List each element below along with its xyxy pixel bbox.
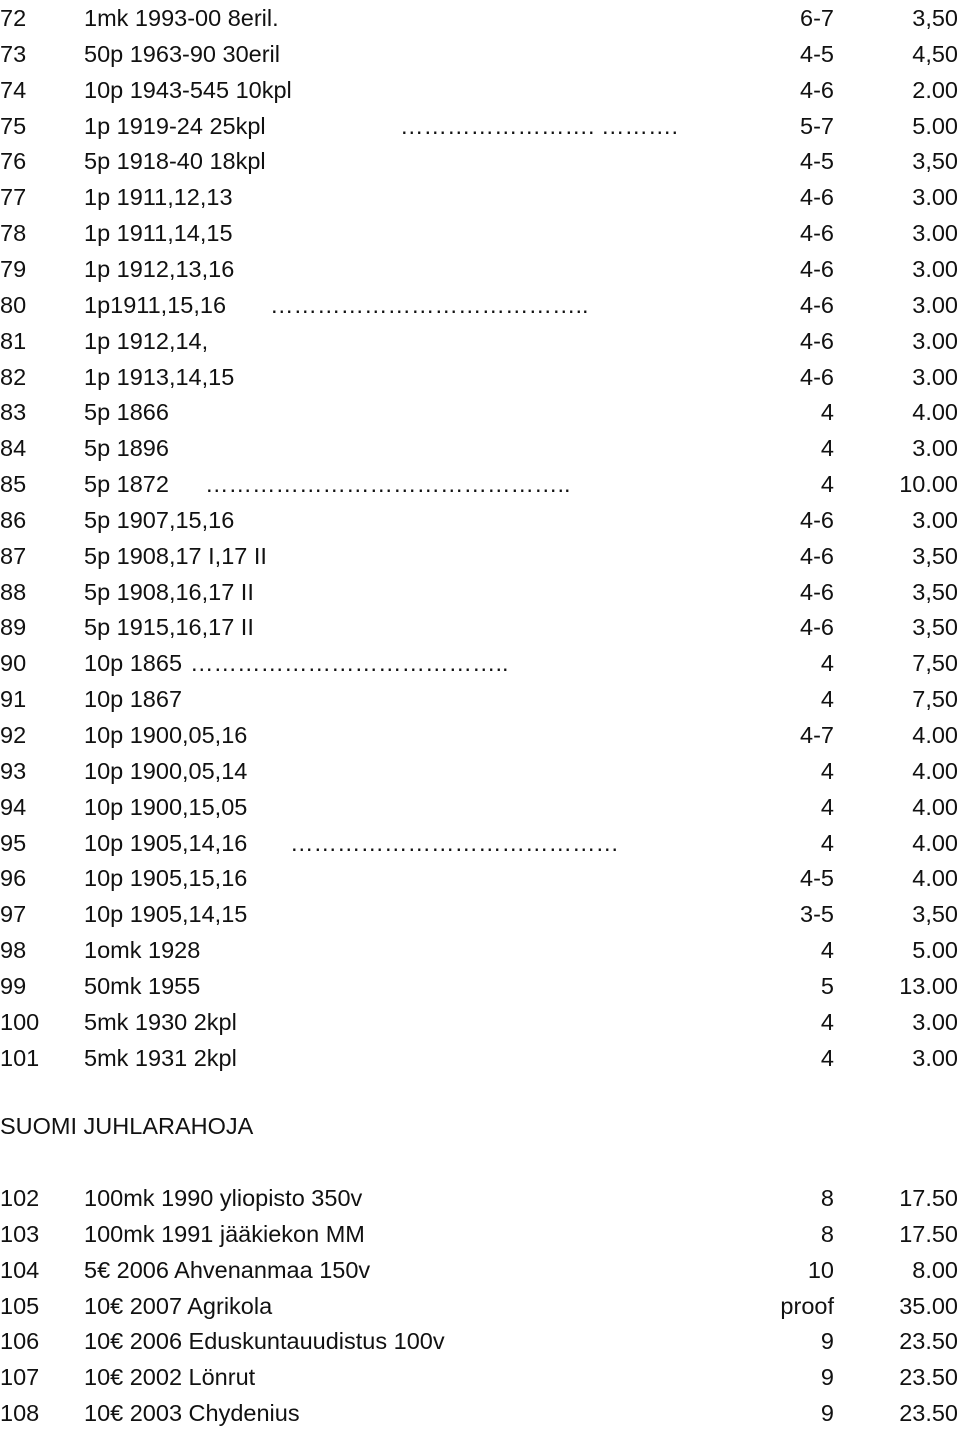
item-description: 10€ 2003 Chydenius [84, 1400, 300, 1427]
item-condition: 4-6 [800, 542, 834, 569]
item-number: 81 [0, 327, 27, 354]
item-condition: 4-7 [800, 722, 834, 748]
list-item [0, 1359, 960, 1395]
item-condition: 8 [820, 1220, 834, 1247]
item-condition: 4 [820, 399, 834, 426]
item-condition: 6-7 [800, 5, 834, 31]
list-item [0, 108, 960, 144]
dot-leader: ………………………………….. [190, 650, 509, 677]
list-item [0, 1216, 960, 1252]
item-condition: 4-6 [800, 327, 834, 354]
item-number: 76 [0, 148, 27, 175]
item-description: 10p 1905,14,15 [84, 901, 248, 928]
item-price: 3.00 [912, 1044, 958, 1071]
item-condition: 4-6 [800, 291, 834, 318]
item-number: 94 [0, 793, 27, 820]
item-condition: 4 [820, 829, 834, 856]
list-item [0, 538, 960, 574]
list-item [0, 394, 960, 430]
item-price: 3,50 [912, 614, 958, 641]
list-item [0, 72, 960, 108]
item-price: 8.00 [912, 1256, 958, 1283]
item-price: 2.00 [912, 76, 958, 103]
item-price: 3.00 [912, 435, 958, 462]
list-item [0, 1004, 960, 1040]
item-number: 75 [0, 112, 27, 139]
item-number: 100 [0, 1008, 40, 1035]
item-condition: 4-5 [800, 148, 834, 175]
item-price: 3,50 [912, 542, 958, 569]
list-item [0, 717, 960, 753]
item-price: 23.50 [899, 1328, 958, 1355]
item-price: 3.00 [912, 184, 958, 211]
list-item [0, 932, 960, 968]
item-price: 7,50 [912, 686, 958, 713]
item-number: 87 [0, 542, 27, 569]
list-item [0, 1323, 960, 1359]
item-price: 17.50 [899, 1220, 958, 1247]
item-description: 10p 1865 [84, 650, 183, 677]
list-item [0, 430, 960, 466]
item-description: 1mk 1993-00 8eril. [84, 5, 279, 31]
item-price: 3.00 [912, 363, 958, 390]
item-price: 4.00 [912, 757, 958, 784]
section-heading: SUOMI JUHLARAHOJA [0, 1113, 254, 1139]
item-description: 5€ 2006 Ahvenanmaa 150v [84, 1256, 371, 1283]
item-number: 96 [0, 865, 27, 892]
item-price: 23.50 [899, 1364, 958, 1391]
item-description: 10€ 2002 Lönrut [84, 1364, 256, 1391]
item-price: 5.00 [912, 112, 958, 139]
item-price: 4.00 [912, 722, 958, 748]
item-condition: 4 [820, 757, 834, 784]
item-description: 1p1911,15,16 [84, 291, 227, 318]
item-price: 4,50 [912, 40, 958, 67]
item-condition: 4-5 [800, 40, 834, 67]
list-item [0, 609, 960, 645]
item-description: 10p 1905,15,16 [84, 865, 248, 892]
item-number: 107 [0, 1364, 40, 1391]
item-number: 77 [0, 184, 27, 211]
item-number: 101 [0, 1044, 40, 1071]
item-number: 72 [0, 5, 27, 31]
item-number: 97 [0, 901, 27, 928]
item-price: 3.00 [912, 291, 958, 318]
item-number: 73 [0, 40, 27, 67]
item-condition: proof [780, 1292, 834, 1319]
item-price: 4.00 [912, 865, 958, 892]
item-price: 3.00 [912, 1008, 958, 1035]
item-price: 17.50 [899, 1185, 958, 1211]
item-number: 82 [0, 363, 27, 390]
item-description: 5p 1915,16,17 II [84, 614, 254, 641]
item-description: 1p 1919-24 25kpl [84, 112, 266, 139]
item-price: 3.00 [912, 220, 958, 247]
list-item [0, 789, 960, 825]
list-item [0, 860, 960, 896]
item-description: 10€ 2007 Agrikola [84, 1292, 273, 1319]
item-number: 104 [0, 1256, 40, 1283]
item-condition: 9 [820, 1328, 834, 1355]
item-condition: 4-6 [800, 76, 834, 103]
item-number: 79 [0, 255, 27, 282]
item-number: 80 [0, 291, 27, 318]
item-price: 3.00 [912, 327, 958, 354]
item-price: 5.00 [912, 937, 958, 964]
dot-leader: …………………………………… [290, 829, 619, 856]
item-condition: 8 [820, 1185, 834, 1211]
item-number: 84 [0, 435, 27, 462]
list-item [0, 1395, 960, 1431]
list-item [0, 1040, 960, 1076]
item-price: 13.00 [899, 972, 958, 999]
item-condition: 9 [820, 1364, 834, 1391]
item-price: 7,50 [912, 650, 958, 677]
list-item [0, 359, 960, 395]
item-number: 86 [0, 506, 27, 533]
item-description: 10€ 2006 Eduskuntauudistus 100v [84, 1328, 445, 1355]
item-price: 3,50 [912, 901, 958, 928]
item-price: 3,50 [912, 148, 958, 175]
item-number: 78 [0, 220, 27, 247]
list-item [0, 753, 960, 789]
item-price: 4.00 [912, 399, 958, 426]
item-number: 95 [0, 829, 27, 856]
item-number: 98 [0, 937, 27, 964]
item-description: 1p 1911,12,13 [84, 184, 233, 211]
dot-leader: ……………………………………….. [205, 471, 571, 498]
item-description: 1omk 1928 [84, 937, 201, 964]
item-number: 99 [0, 972, 27, 999]
item-price: 10.00 [899, 471, 958, 498]
item-description: 10p 1900,05,14 [84, 757, 248, 784]
list-item [0, 466, 960, 502]
item-description: 5mk 1931 2kpl [84, 1044, 237, 1071]
item-condition: 4 [820, 937, 834, 964]
item-number: 103 [0, 1220, 40, 1247]
item-condition: 3-5 [800, 901, 834, 928]
item-condition: 9 [820, 1400, 834, 1427]
item-condition: 4 [820, 1008, 834, 1035]
list-item [0, 287, 960, 323]
item-number: 102 [0, 1185, 40, 1211]
item-description: 50p 1963-90 30eril [84, 40, 280, 67]
list-item [0, 825, 960, 861]
item-condition: 4-6 [800, 255, 834, 282]
item-description: 1p 1912,13,16 [84, 255, 235, 282]
list-item [0, 645, 960, 681]
item-description: 5p 1918-40 18kpl [84, 148, 266, 175]
item-condition: 4 [820, 471, 834, 498]
item-description: 100mk 1990 yliopisto 350v [84, 1185, 363, 1211]
item-number: 91 [0, 686, 27, 713]
list-item [0, 0, 960, 36]
item-description: 10p 1943-545 10kpl [84, 76, 292, 103]
item-description: 5p 1896 [84, 435, 169, 462]
item-description: 5mk 1930 2kpl [84, 1008, 237, 1035]
item-condition: 5-7 [800, 112, 834, 139]
item-description: 5p 1908,17 I,17 II [84, 542, 267, 569]
item-description: 10p 1900,15,05 [84, 793, 248, 820]
item-condition: 5 [820, 972, 834, 999]
item-number: 106 [0, 1328, 40, 1355]
list-item [0, 896, 960, 932]
list-item [0, 1252, 960, 1288]
item-description: 5p 1866 [84, 399, 169, 426]
item-condition: 4-6 [800, 184, 834, 211]
item-number: 85 [0, 471, 27, 498]
item-condition: 4-6 [800, 506, 834, 533]
item-condition: 4 [820, 1044, 834, 1071]
item-number: 108 [0, 1400, 40, 1427]
item-price: 4.00 [912, 793, 958, 820]
item-description: 100mk 1991 jääkiekon MM [84, 1220, 365, 1247]
list-item [0, 574, 960, 610]
item-number: 88 [0, 578, 27, 605]
item-number: 92 [0, 722, 27, 748]
list-item [0, 1180, 960, 1216]
item-price: 23.50 [899, 1400, 958, 1427]
item-description: 5p 1908,16,17 II [84, 578, 254, 605]
list-item [0, 179, 960, 215]
list-item [0, 143, 960, 179]
dot-leader: ………………………………….. [270, 291, 589, 318]
item-description: 5p 1872 [84, 471, 169, 498]
item-number: 83 [0, 399, 27, 426]
list-item [0, 215, 960, 251]
item-number: 89 [0, 614, 27, 641]
item-number: 105 [0, 1292, 40, 1319]
item-price: 3.00 [912, 506, 958, 533]
item-condition: 4-5 [800, 865, 834, 892]
list-item [0, 36, 960, 72]
item-description: 1p 1913,14,15 [84, 363, 235, 390]
item-number: 93 [0, 757, 27, 784]
item-condition: 4 [820, 686, 834, 713]
list-item [0, 323, 960, 359]
item-condition: 4-6 [800, 220, 834, 247]
item-condition: 4 [820, 435, 834, 462]
item-price: 35.00 [899, 1292, 958, 1319]
item-description: 1p 1912,14, [84, 327, 209, 354]
list-item [0, 251, 960, 287]
item-number: 90 [0, 650, 27, 677]
item-price: 3,50 [912, 5, 958, 31]
item-price: 4.00 [912, 829, 958, 856]
item-description: 5p 1907,15,16 [84, 506, 235, 533]
item-description: 10p 1900,05,16 [84, 722, 248, 748]
item-condition: 4-6 [800, 578, 834, 605]
list-item [0, 968, 960, 1004]
item-condition: 10 [807, 1256, 834, 1283]
item-description: 10p 1867 [84, 686, 183, 713]
item-description: 10p 1905,14,16 [84, 829, 248, 856]
item-condition: 4-6 [800, 363, 834, 390]
list-item [0, 502, 960, 538]
list-item [0, 681, 960, 717]
item-number: 74 [0, 76, 27, 103]
item-condition: 4-6 [800, 614, 834, 641]
item-description: 1p 1911,14,15 [84, 220, 233, 247]
item-price: 3.00 [912, 255, 958, 282]
item-condition: 4 [820, 650, 834, 677]
item-description: 50mk 1955 [84, 972, 201, 999]
item-price: 3,50 [912, 578, 958, 605]
dot-leader: ……………………. ………. [400, 112, 679, 139]
item-condition: 4 [820, 793, 834, 820]
list-item [0, 1288, 960, 1324]
